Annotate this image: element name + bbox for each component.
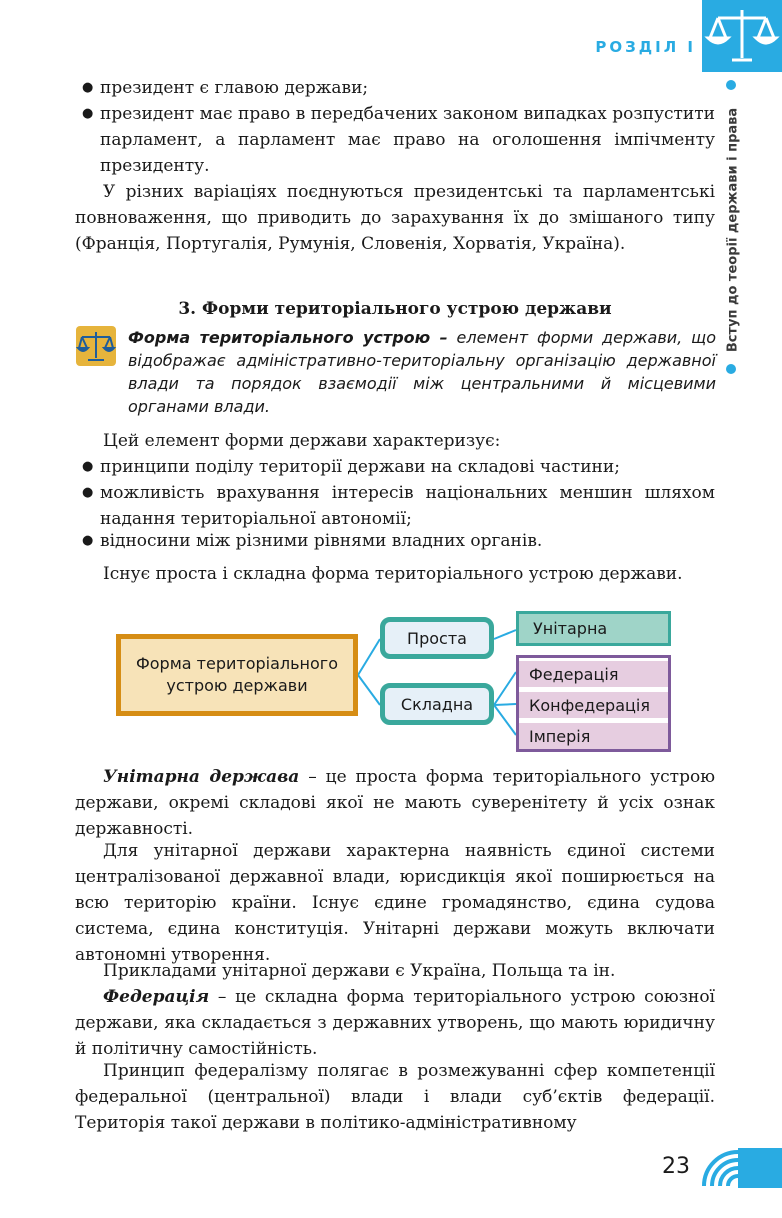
bullet-item: ● принципи поділу території держави на складові частини; [100,454,715,480]
bullet-item: ● президент є главою держави; [100,75,715,101]
diagram-simple-node: Проста [380,617,494,659]
diagram-root-node: Форма територіального устрою держави [116,634,358,716]
definition-text: елемент форми держави, що відображає адміністративно-територіальну організацію державної влади та порядок взаємодії між центральними й місцевими органами влади. [128,328,716,416]
paragraph-unitary-definition: Унітарна держава – це проста форма територіального устрою держави, окремі складові якої не мають суверенітету й усіх ознак державності. [75,767,715,839]
page-number: 23 [662,1154,690,1179]
paragraph-federalism: Принцип федералізму полягає в розмежуванні сфер компетенції федеральної (центральної) влади і влади суб’єктів федерації. Територія такої держави в політико-адміністративному [75,1061,715,1133]
bullet-item: ● відносини між різними рівнями владних органів. [100,528,715,554]
paragraph-mixed: У різних варіаціях поєднуються президентські та парламентські повноваження, що приводить до зарахування їх до змішаного типу (Франція, Португалія, Румунія, Словенія, Хорватія, Україна). [75,182,715,254]
diagram-empire-node: Імперія [519,723,668,749]
bullet-item: ● можливість врахування інтересів національних меншин шляхом надання територіальної автономії; [100,480,715,532]
diagram-unitary-node: Унітарна [516,611,671,646]
paragraph-unitary: Для унітарної держави характерна наявність єдиної системи централізованої державної влади, юрисдикція якої поширюється на всю територію країни. Існує єдине громадянство, єдина судова система, єдина конституція. Унітарні держави можуть включати автономні утворення. [75,841,715,965]
unitary-term: Унітарна держава [103,767,300,787]
characterizes-intro: Цей елемент форми держави характеризує: [103,431,501,451]
section-heading: 3. Форми територіального устрою держави [178,299,612,319]
definition-term: Форма територіального устрою – [128,328,448,347]
section-label: РОЗДІЛ І [595,38,696,56]
paragraph-forms: Існує проста і складна форма територіального устрою держави. [103,564,683,584]
bullet-item: ● президент має право в передбачених законом випадках розпустити парламент, а парламент має право на оголошення імпічменту президенту. [100,101,715,179]
signal-icon [700,1148,782,1188]
diagram-confederation-node: Конфедерація [519,692,668,718]
paragraph-unitary-examples: Прикладами унітарної держави є Україна, Польща та ін. [103,961,616,981]
side-label-text: Вступ до теорії держави і права [725,107,741,353]
diagram-complex-group [516,655,671,752]
federation-term: Федерація [103,987,210,1007]
diagram-federation-node: Федерація [519,661,668,687]
paragraph-federation-definition: Федерація – це складна форма територіального устрою союзної держави, яка складається з державних утворень, що мають юридичну й політичну самостійність. [75,987,715,1059]
diagram-complex-node: Складна [380,683,494,725]
